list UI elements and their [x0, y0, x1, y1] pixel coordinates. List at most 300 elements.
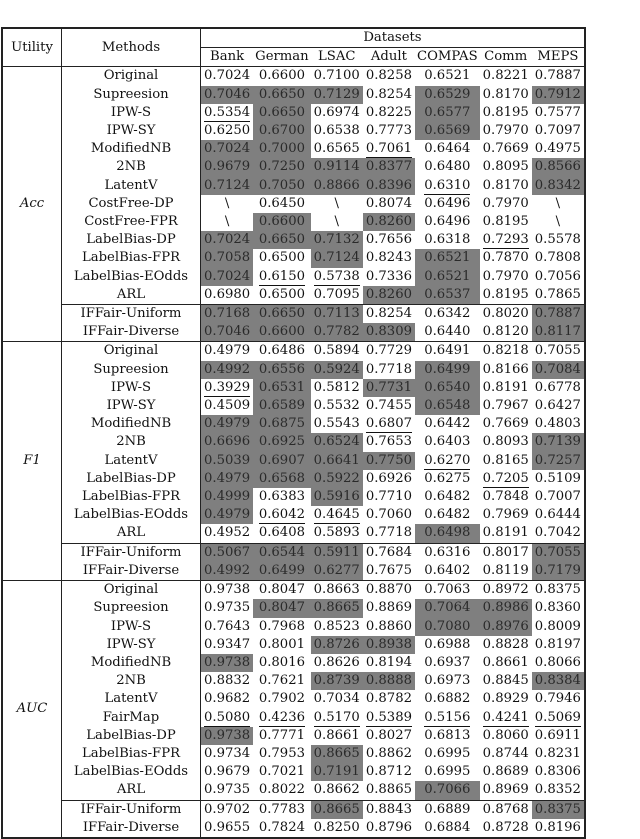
value-text: 0.9347 — [204, 636, 251, 652]
value-cell — [363, 286, 415, 305]
value-text: 0.7902 — [258, 691, 305, 707]
value-cell — [201, 140, 254, 158]
value-cell — [311, 379, 363, 397]
header-utility: Utility — [2, 28, 62, 67]
table-row — [2, 636, 585, 654]
table-row — [2, 140, 585, 158]
value-cell — [253, 727, 311, 745]
value-cell — [415, 305, 480, 324]
value-cell — [311, 636, 363, 654]
value-cell — [532, 709, 585, 727]
value-text: 0.8929 — [482, 691, 529, 707]
value-text: 0.7046 — [204, 324, 251, 340]
value-cell — [311, 213, 363, 231]
value-text: 0.4241 — [482, 709, 529, 725]
value-text: 0.8309 — [365, 324, 412, 340]
value-cell — [532, 379, 585, 397]
value-cell — [415, 781, 480, 800]
value-cell — [415, 177, 480, 195]
value-cell — [363, 86, 415, 104]
value-text: 0.8166 — [482, 361, 529, 377]
value-cell — [201, 286, 254, 305]
value-text: 0.7771 — [258, 727, 305, 743]
value-cell — [253, 195, 311, 213]
value-text: 0.7710 — [365, 489, 412, 505]
value-cell — [363, 452, 415, 470]
value-text: 0.6538 — [313, 123, 360, 139]
value-cell — [363, 268, 415, 286]
value-cell — [363, 618, 415, 636]
value-cell — [363, 140, 415, 158]
value-text: 0.7139 — [534, 434, 581, 450]
value-text: 0.3929 — [204, 379, 251, 395]
column-header-compas: COMPAS — [415, 48, 480, 67]
value-cell — [363, 727, 415, 745]
value-text: 0.6778 — [534, 379, 581, 395]
value-cell — [415, 524, 480, 543]
value-cell — [311, 231, 363, 249]
method-name: CostFree-DP — [62, 195, 201, 213]
value-text: 0.8258 — [365, 68, 412, 84]
method-name: LatentV — [62, 690, 201, 708]
value-cell — [253, 361, 311, 379]
value-text: 0.6442 — [424, 416, 471, 432]
value-text: 0.6310 — [424, 177, 471, 193]
value-cell — [201, 781, 254, 800]
value-cell — [311, 654, 363, 672]
value-cell — [201, 104, 254, 122]
value-cell — [311, 342, 363, 361]
value-cell — [480, 286, 532, 305]
value-cell — [415, 323, 480, 342]
value-text: 0.7055 — [534, 544, 581, 560]
value-text: 0.7250 — [258, 159, 305, 175]
value-cell — [311, 195, 363, 213]
value-text: 0.5894 — [313, 343, 360, 359]
value-cell — [480, 86, 532, 104]
value-cell — [532, 361, 585, 379]
table-row — [2, 763, 585, 781]
value-text: 0.8986 — [482, 600, 529, 616]
value-cell — [532, 488, 585, 506]
value-text: 0.6318 — [424, 232, 471, 248]
value-cell — [532, 104, 585, 122]
value-text: 0.8665 — [313, 745, 360, 761]
value-cell — [311, 397, 363, 415]
value-text: 0.7455 — [365, 398, 412, 414]
value-cell — [415, 433, 480, 451]
value-text: 0.8375 — [534, 801, 581, 817]
value-cell — [253, 506, 311, 524]
value-text: 0.7100 — [313, 68, 360, 84]
value-text: 0.9655 — [204, 819, 251, 835]
value-cell — [415, 727, 480, 745]
value-cell — [532, 543, 585, 562]
method-name: LabelBias-FPR — [62, 745, 201, 763]
value-text: 0.6980 — [204, 286, 251, 302]
value-text: 0.8662 — [313, 782, 360, 798]
value-cell — [532, 397, 585, 415]
value-text: 0.6531 — [258, 379, 305, 395]
value-text: 0.8972 — [482, 582, 529, 598]
value-cell — [253, 524, 311, 543]
value-cell — [363, 488, 415, 506]
value-text: 0.7063 — [424, 582, 471, 598]
value-text: 0.8195 — [482, 214, 529, 230]
method-name: LabelBias-EOdds — [62, 763, 201, 781]
value-cell — [311, 581, 363, 600]
value-text: 0.6813 — [424, 727, 471, 743]
value-text: 0.4979 — [204, 507, 251, 523]
value-cell — [532, 158, 585, 176]
value-text: 0.9738 — [204, 727, 251, 743]
value-cell — [532, 470, 585, 488]
value-text: 0.8832 — [204, 673, 251, 689]
value-cell — [415, 86, 480, 104]
value-text: 0.5893 — [313, 525, 360, 541]
value-cell — [480, 488, 532, 506]
method-name: Supreesion — [62, 86, 201, 104]
table-row — [2, 543, 585, 562]
value-cell — [253, 379, 311, 397]
value-cell — [415, 379, 480, 397]
value-text: 0.6486 — [258, 343, 305, 359]
value-cell — [480, 213, 532, 231]
value-cell — [311, 470, 363, 488]
value-text: 0.8225 — [365, 104, 412, 120]
value-cell — [363, 672, 415, 690]
value-text: 0.8712 — [365, 764, 412, 780]
value-text: 0.6907 — [258, 452, 305, 468]
value-cell — [480, 140, 532, 158]
table-row — [2, 618, 585, 636]
value-cell — [415, 672, 480, 690]
value-cell — [363, 231, 415, 249]
value-text: 0.4803 — [534, 416, 581, 432]
value-text: 0.8665 — [313, 801, 360, 817]
value-cell — [415, 819, 480, 838]
table-row — [2, 488, 585, 506]
value-cell — [480, 672, 532, 690]
column-header-german: German — [253, 48, 311, 67]
value-cell — [363, 323, 415, 342]
value-text: 0.8865 — [365, 782, 412, 798]
value-cell — [201, 506, 254, 524]
value-cell — [253, 213, 311, 231]
method-name: IPW-S — [62, 104, 201, 122]
value-cell — [253, 415, 311, 433]
value-text: 0.7124 — [204, 177, 251, 193]
value-cell — [201, 249, 254, 267]
value-text: 0.8845 — [482, 673, 529, 689]
value-cell — [415, 67, 480, 86]
value-cell — [532, 286, 585, 305]
value-cell — [415, 104, 480, 122]
value-cell — [480, 231, 532, 249]
value-text: 0.4952 — [204, 525, 251, 541]
value-cell — [201, 342, 254, 361]
value-text: 0.5922 — [313, 470, 360, 486]
value-text: 0.6150 — [258, 268, 305, 284]
value-text: 0.4975 — [534, 141, 581, 157]
value-text: 0.7782 — [313, 324, 360, 340]
value-cell — [253, 122, 311, 140]
value-cell — [311, 506, 363, 524]
method-name: LabelBias-FPR — [62, 488, 201, 506]
value-text: 0.7970 — [482, 195, 529, 211]
column-header-bank: Bank — [201, 48, 254, 67]
value-text: 0.6277 — [313, 562, 360, 578]
value-text: 0.8566 — [534, 159, 581, 175]
value-cell — [311, 524, 363, 543]
value-cell — [363, 305, 415, 324]
value-text: 0.5812 — [313, 379, 360, 395]
value-text: 0.7113 — [313, 306, 360, 322]
value-text: 0.8796 — [365, 819, 412, 835]
value-cell — [363, 213, 415, 231]
value-cell — [480, 599, 532, 617]
value-text: 0.7887 — [534, 68, 581, 84]
value-cell — [415, 506, 480, 524]
value-text: 0.4999 — [204, 489, 251, 505]
value-text: 0.7783 — [258, 801, 305, 817]
value-text: 0.8976 — [482, 618, 529, 634]
value-text: 0.6696 — [204, 434, 251, 450]
value-cell — [532, 654, 585, 672]
value-text: 0.6529 — [424, 86, 471, 102]
value-cell — [415, 415, 480, 433]
value-cell — [201, 672, 254, 690]
value-cell — [363, 470, 415, 488]
value-cell — [253, 763, 311, 781]
value-cell — [201, 800, 254, 819]
value-cell — [253, 690, 311, 708]
value-text: 0.8869 — [365, 600, 412, 616]
method-name: LabelBias-EOdds — [62, 268, 201, 286]
header-methods: Methods — [62, 28, 201, 67]
value-text: 0.8001 — [258, 636, 305, 652]
value-text: 0.6480 — [424, 159, 471, 175]
value-cell — [201, 361, 254, 379]
method-name: LatentV — [62, 452, 201, 470]
value-text: 0.8396 — [365, 177, 412, 193]
value-text: 0.7024 — [204, 232, 251, 248]
value-text: 0.8689 — [482, 764, 529, 780]
value-cell — [253, 268, 311, 286]
value-cell — [415, 140, 480, 158]
value-text: 0.8195 — [482, 286, 529, 302]
value-cell — [201, 543, 254, 562]
table-row — [2, 745, 585, 763]
value-cell — [415, 286, 480, 305]
value-cell — [363, 524, 415, 543]
value-text: 0.8120 — [482, 324, 529, 340]
value-text: 0.5080 — [204, 709, 251, 725]
value-cell — [253, 86, 311, 104]
value-text: 0.6807 — [365, 416, 412, 432]
method-name: IPW-SY — [62, 397, 201, 415]
value-cell — [311, 177, 363, 195]
value-cell — [363, 415, 415, 433]
value-cell — [253, 452, 311, 470]
value-text: 0.7653 — [365, 434, 412, 450]
header-datasets: Datasets — [201, 28, 585, 48]
value-text: 0.7021 — [258, 764, 305, 780]
value-text: 0.8663 — [313, 582, 360, 598]
value-cell — [201, 195, 254, 213]
value-text: 0.8860 — [365, 618, 412, 634]
value-cell — [311, 672, 363, 690]
value-cell — [363, 104, 415, 122]
value-cell — [311, 709, 363, 727]
value-cell — [311, 745, 363, 763]
table-row — [2, 249, 585, 267]
value-text: 0.7058 — [204, 250, 251, 266]
value-cell — [253, 470, 311, 488]
value-cell — [253, 543, 311, 562]
value-text: 0.8243 — [365, 250, 412, 266]
value-text: 0.8782 — [365, 691, 412, 707]
value-cell — [253, 286, 311, 305]
value-text: 0.6403 — [424, 434, 471, 450]
value-cell — [363, 709, 415, 727]
table-row — [2, 231, 585, 249]
value-cell — [201, 268, 254, 286]
value-text: 0.6937 — [424, 654, 471, 670]
value-cell — [253, 781, 311, 800]
value-text: 0.6383 — [258, 489, 305, 505]
value-cell — [480, 581, 532, 600]
value-cell — [480, 636, 532, 654]
value-cell — [201, 745, 254, 763]
value-text: 0.7061 — [365, 141, 412, 157]
value-text: 0.6926 — [365, 470, 412, 486]
value-cell — [201, 177, 254, 195]
value-text: 0.6521 — [424, 250, 471, 266]
value-cell — [253, 672, 311, 690]
value-cell — [415, 618, 480, 636]
value-text: 0.6577 — [424, 104, 471, 120]
value-cell — [311, 599, 363, 617]
value-cell — [532, 781, 585, 800]
value-cell — [201, 397, 254, 415]
value-text: 0.6641 — [313, 452, 360, 468]
value-cell — [363, 158, 415, 176]
value-cell — [532, 213, 585, 231]
method-name: Original — [62, 581, 201, 600]
value-cell — [415, 122, 480, 140]
value-cell — [311, 361, 363, 379]
value-text: 0.9702 — [204, 801, 251, 817]
value-cell — [311, 781, 363, 800]
value-cell — [363, 379, 415, 397]
table-row — [2, 104, 585, 122]
value-text: 0.7577 — [534, 104, 581, 120]
value-cell — [480, 433, 532, 451]
value-cell — [253, 745, 311, 763]
value-cell — [201, 524, 254, 543]
value-text: 0.6498 — [424, 525, 471, 541]
method-name: 2NB — [62, 158, 201, 176]
value-cell — [253, 562, 311, 581]
value-cell — [363, 177, 415, 195]
value-text: 0.6974 — [313, 104, 360, 120]
value-cell — [480, 397, 532, 415]
value-text: \ — [555, 214, 561, 230]
value-cell — [480, 249, 532, 267]
value-text: 0.7870 — [482, 250, 529, 266]
value-cell — [311, 249, 363, 267]
table-row — [2, 86, 585, 104]
value-cell — [363, 433, 415, 451]
method-name: LatentV — [62, 177, 201, 195]
value-cell — [311, 415, 363, 433]
table-row — [2, 599, 585, 617]
value-cell — [253, 709, 311, 727]
value-cell — [480, 342, 532, 361]
value-text: \ — [555, 195, 561, 211]
value-text: 0.5354 — [204, 104, 251, 120]
value-cell — [363, 195, 415, 213]
value-text: 0.6568 — [258, 470, 305, 486]
value-cell — [253, 342, 311, 361]
value-cell — [363, 506, 415, 524]
method-name: ARL — [62, 781, 201, 800]
value-text: 0.6600 — [258, 324, 305, 340]
value-cell — [480, 690, 532, 708]
value-cell — [532, 415, 585, 433]
column-header-lsac: LSAC — [311, 48, 363, 67]
value-cell — [201, 727, 254, 745]
value-text: 0.8843 — [365, 801, 412, 817]
value-text: 0.7808 — [534, 250, 581, 266]
value-cell — [201, 470, 254, 488]
value-text: 0.6275 — [424, 470, 471, 486]
value-cell — [253, 305, 311, 324]
value-text: 0.6540 — [424, 379, 471, 395]
value-text: 0.8093 — [482, 434, 529, 450]
value-text: 0.8066 — [534, 654, 581, 670]
value-cell — [311, 763, 363, 781]
value-cell — [532, 745, 585, 763]
value-cell — [532, 524, 585, 543]
value-cell — [415, 158, 480, 176]
value-cell — [532, 672, 585, 690]
value-text: 0.8375 — [534, 582, 581, 598]
value-cell — [311, 67, 363, 86]
method-name: LabelBias-FPR — [62, 249, 201, 267]
value-cell — [253, 599, 311, 617]
value-cell — [415, 361, 480, 379]
table-row — [2, 800, 585, 819]
table-row — [2, 672, 585, 690]
value-cell — [311, 268, 363, 286]
value-text: 0.6408 — [258, 525, 305, 541]
value-text: 0.6700 — [258, 123, 305, 139]
value-text: 0.7718 — [365, 361, 412, 377]
value-text: 0.6342 — [424, 306, 471, 322]
value-cell — [415, 800, 480, 819]
table-row — [2, 654, 585, 672]
table-row — [2, 158, 585, 176]
method-name: LabelBias-EOdds — [62, 506, 201, 524]
table-row — [2, 506, 585, 524]
value-text: 0.7336 — [365, 268, 412, 284]
value-text: 0.6450 — [258, 195, 305, 211]
table-row — [2, 562, 585, 581]
value-text: 0.8016 — [258, 654, 305, 670]
value-cell — [253, 433, 311, 451]
